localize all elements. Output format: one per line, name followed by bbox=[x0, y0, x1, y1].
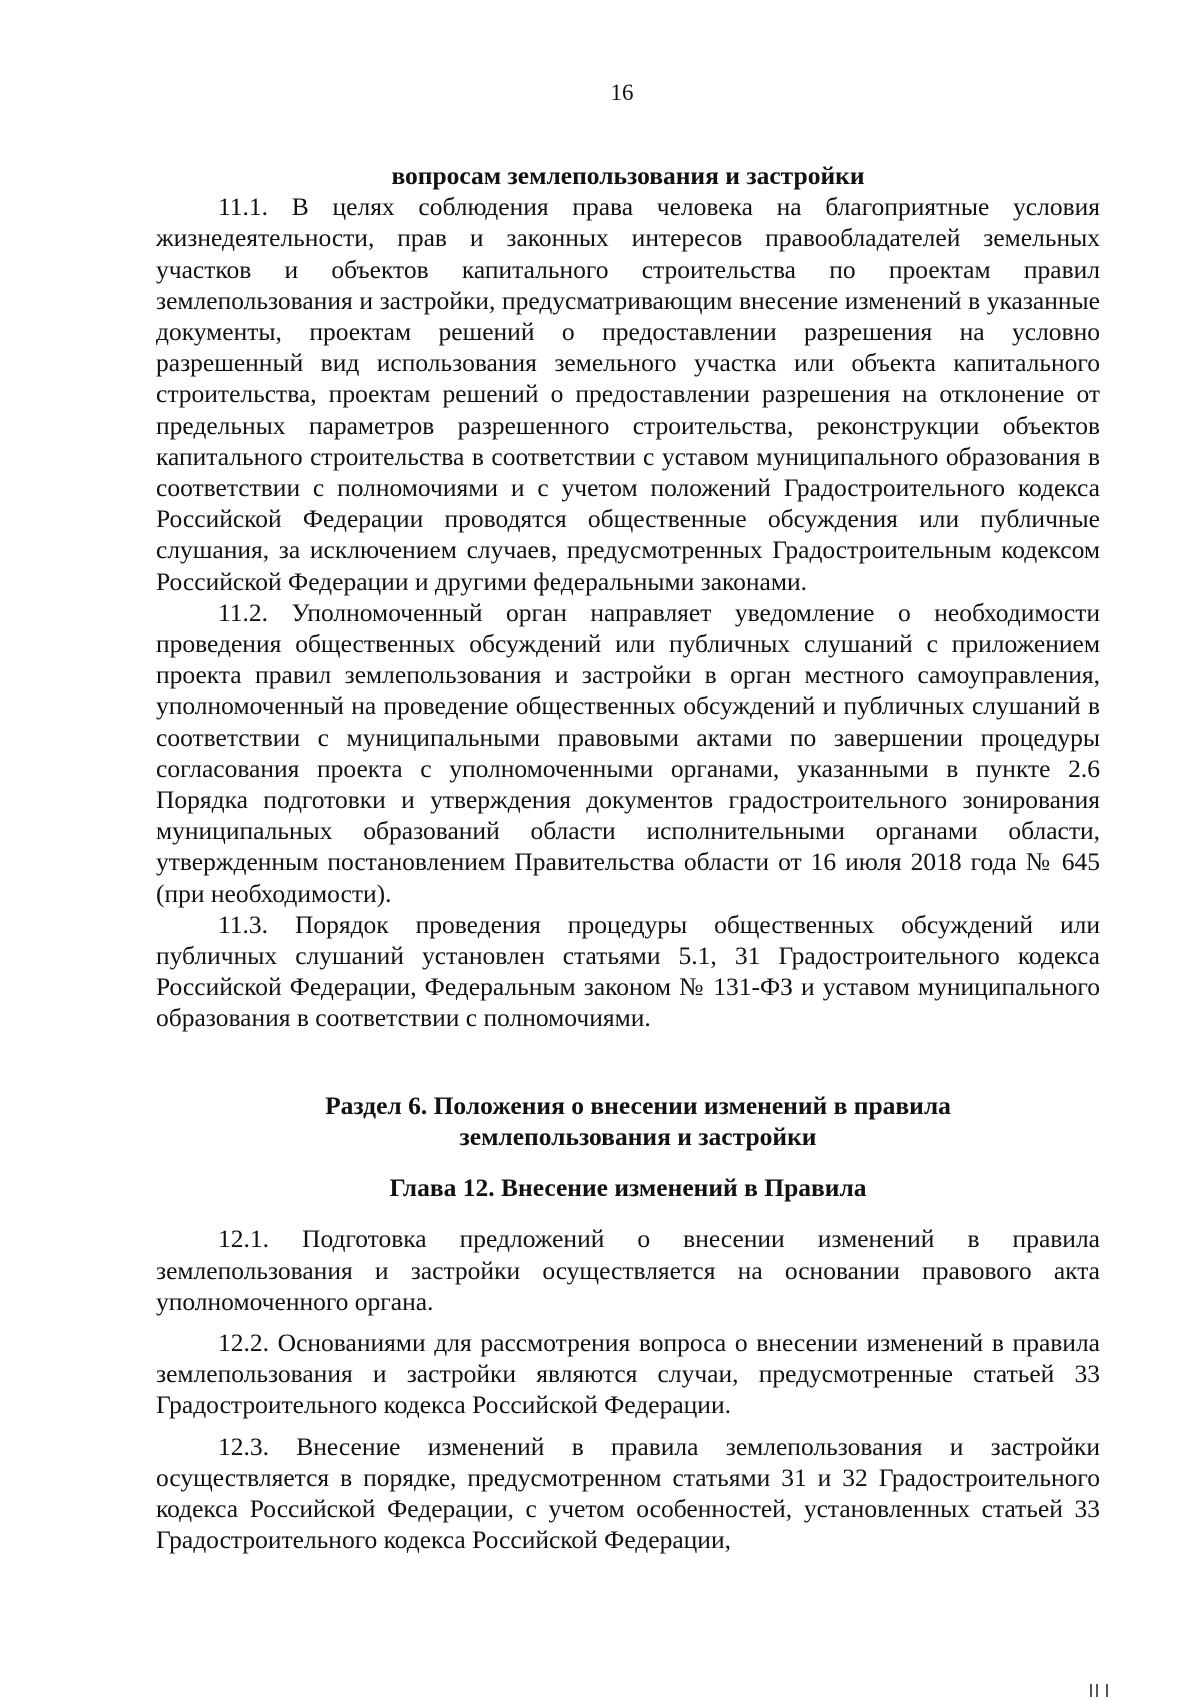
page-number: 16 bbox=[610, 80, 634, 105]
section-title-line-2: землепользования и застройки bbox=[459, 1121, 817, 1151]
paragraph-11-3: 11.3. Порядок проведения процедуры общественных обсуждений или публичных слушаний установлен статьями 5.1, 31 Градостроительного кодекса Российской Федерации, Федеральным законом № 131-ФЗ и уставом муниципального образования в соответствии с полномочиями. bbox=[156, 909, 1100, 1033]
document-body bbox=[156, 160, 1100, 1555]
paragraph-11-1: 11.1. В целях соблюдения права человека на благоприятные условия жизнедеятельности, прав и законных интересов правообладателей земельных участков и объектов капитального строительства по проектам правил землепользования и застройки, предусматривающим внесение изменений в указанные документы, проектам решений о предоставлении разрешения на условно разрешенный вид использования земельного участка или объекта капитального строительства, проектам решений о предоставлении разрешения на отклонение от предельных параметров разрешенного строительства, реконструкции объектов капитального строительства в соответствии с уставом муниципального образования в соответствии с полномочиями и с учетом положений Градостроительного кодекса Российской Федерации проводятся общественные обсуждения или публичные слушания, за исключением случаев, предусмотренных Градостроительным кодексом Российской Федерации и другими федеральными законами. bbox=[156, 192, 1100, 596]
section-title-line-1: Раздел 6. Положения о внесении изменений в правила bbox=[325, 1090, 951, 1120]
chapter-title: Глава 12. Внесение изменений в Правила bbox=[389, 1173, 867, 1203]
chapter-heading-continuation: вопросам землепользования и застройки bbox=[391, 161, 865, 190]
paragraph-12-3: 12.3. Внесение изменений в правила землепользования и застройки осуществляется в порядке, предусмотренном статьями 31 и 32 Градостроительного кодекса Российской Федерации, с учетом особенностей, установленных статьей 33 Градостроительного кодекса Российской Федерации, bbox=[156, 1431, 1100, 1555]
section-title bbox=[156, 1090, 1100, 1152]
paragraph-12-2: 12.2. Основаниями для рассмотрения вопроса о внесении изменений в правила землепользования и застройки являются случаи, предусмотренные статьей 33 Градостроительного кодекса Российской Федерации. bbox=[156, 1327, 1100, 1420]
paragraph-12-1: 12.1. Подготовка предложений о внесении изменений в правила землепользования и застройки осуществляется на основании правового акта уполномоченного органа. bbox=[156, 1224, 1100, 1316]
scan-mark bbox=[1090, 1684, 1108, 1697]
paragraph-11-2: 11.2. Уполномоченный орган направляет уведомление о необходимости проведения общественных обсуждений или публичных слушаний с приложением проекта правил землепользования и застройки в орган местного самоуправления, уполномоченный на проведение общественных обсуждений и публичных слушаний в соответствии с муниципальными правовыми актами по завершении процедуры согласования проекта с уполномоченными органами, указанными в пункте 2.6 Порядка подготовки и утверждения документов градостроительного зонирования муниципальных образований области исполнительными органами области, утвержденным постановлением Правительства области от 16 июля 2018 года № 645 (при необходимости). bbox=[156, 597, 1100, 908]
